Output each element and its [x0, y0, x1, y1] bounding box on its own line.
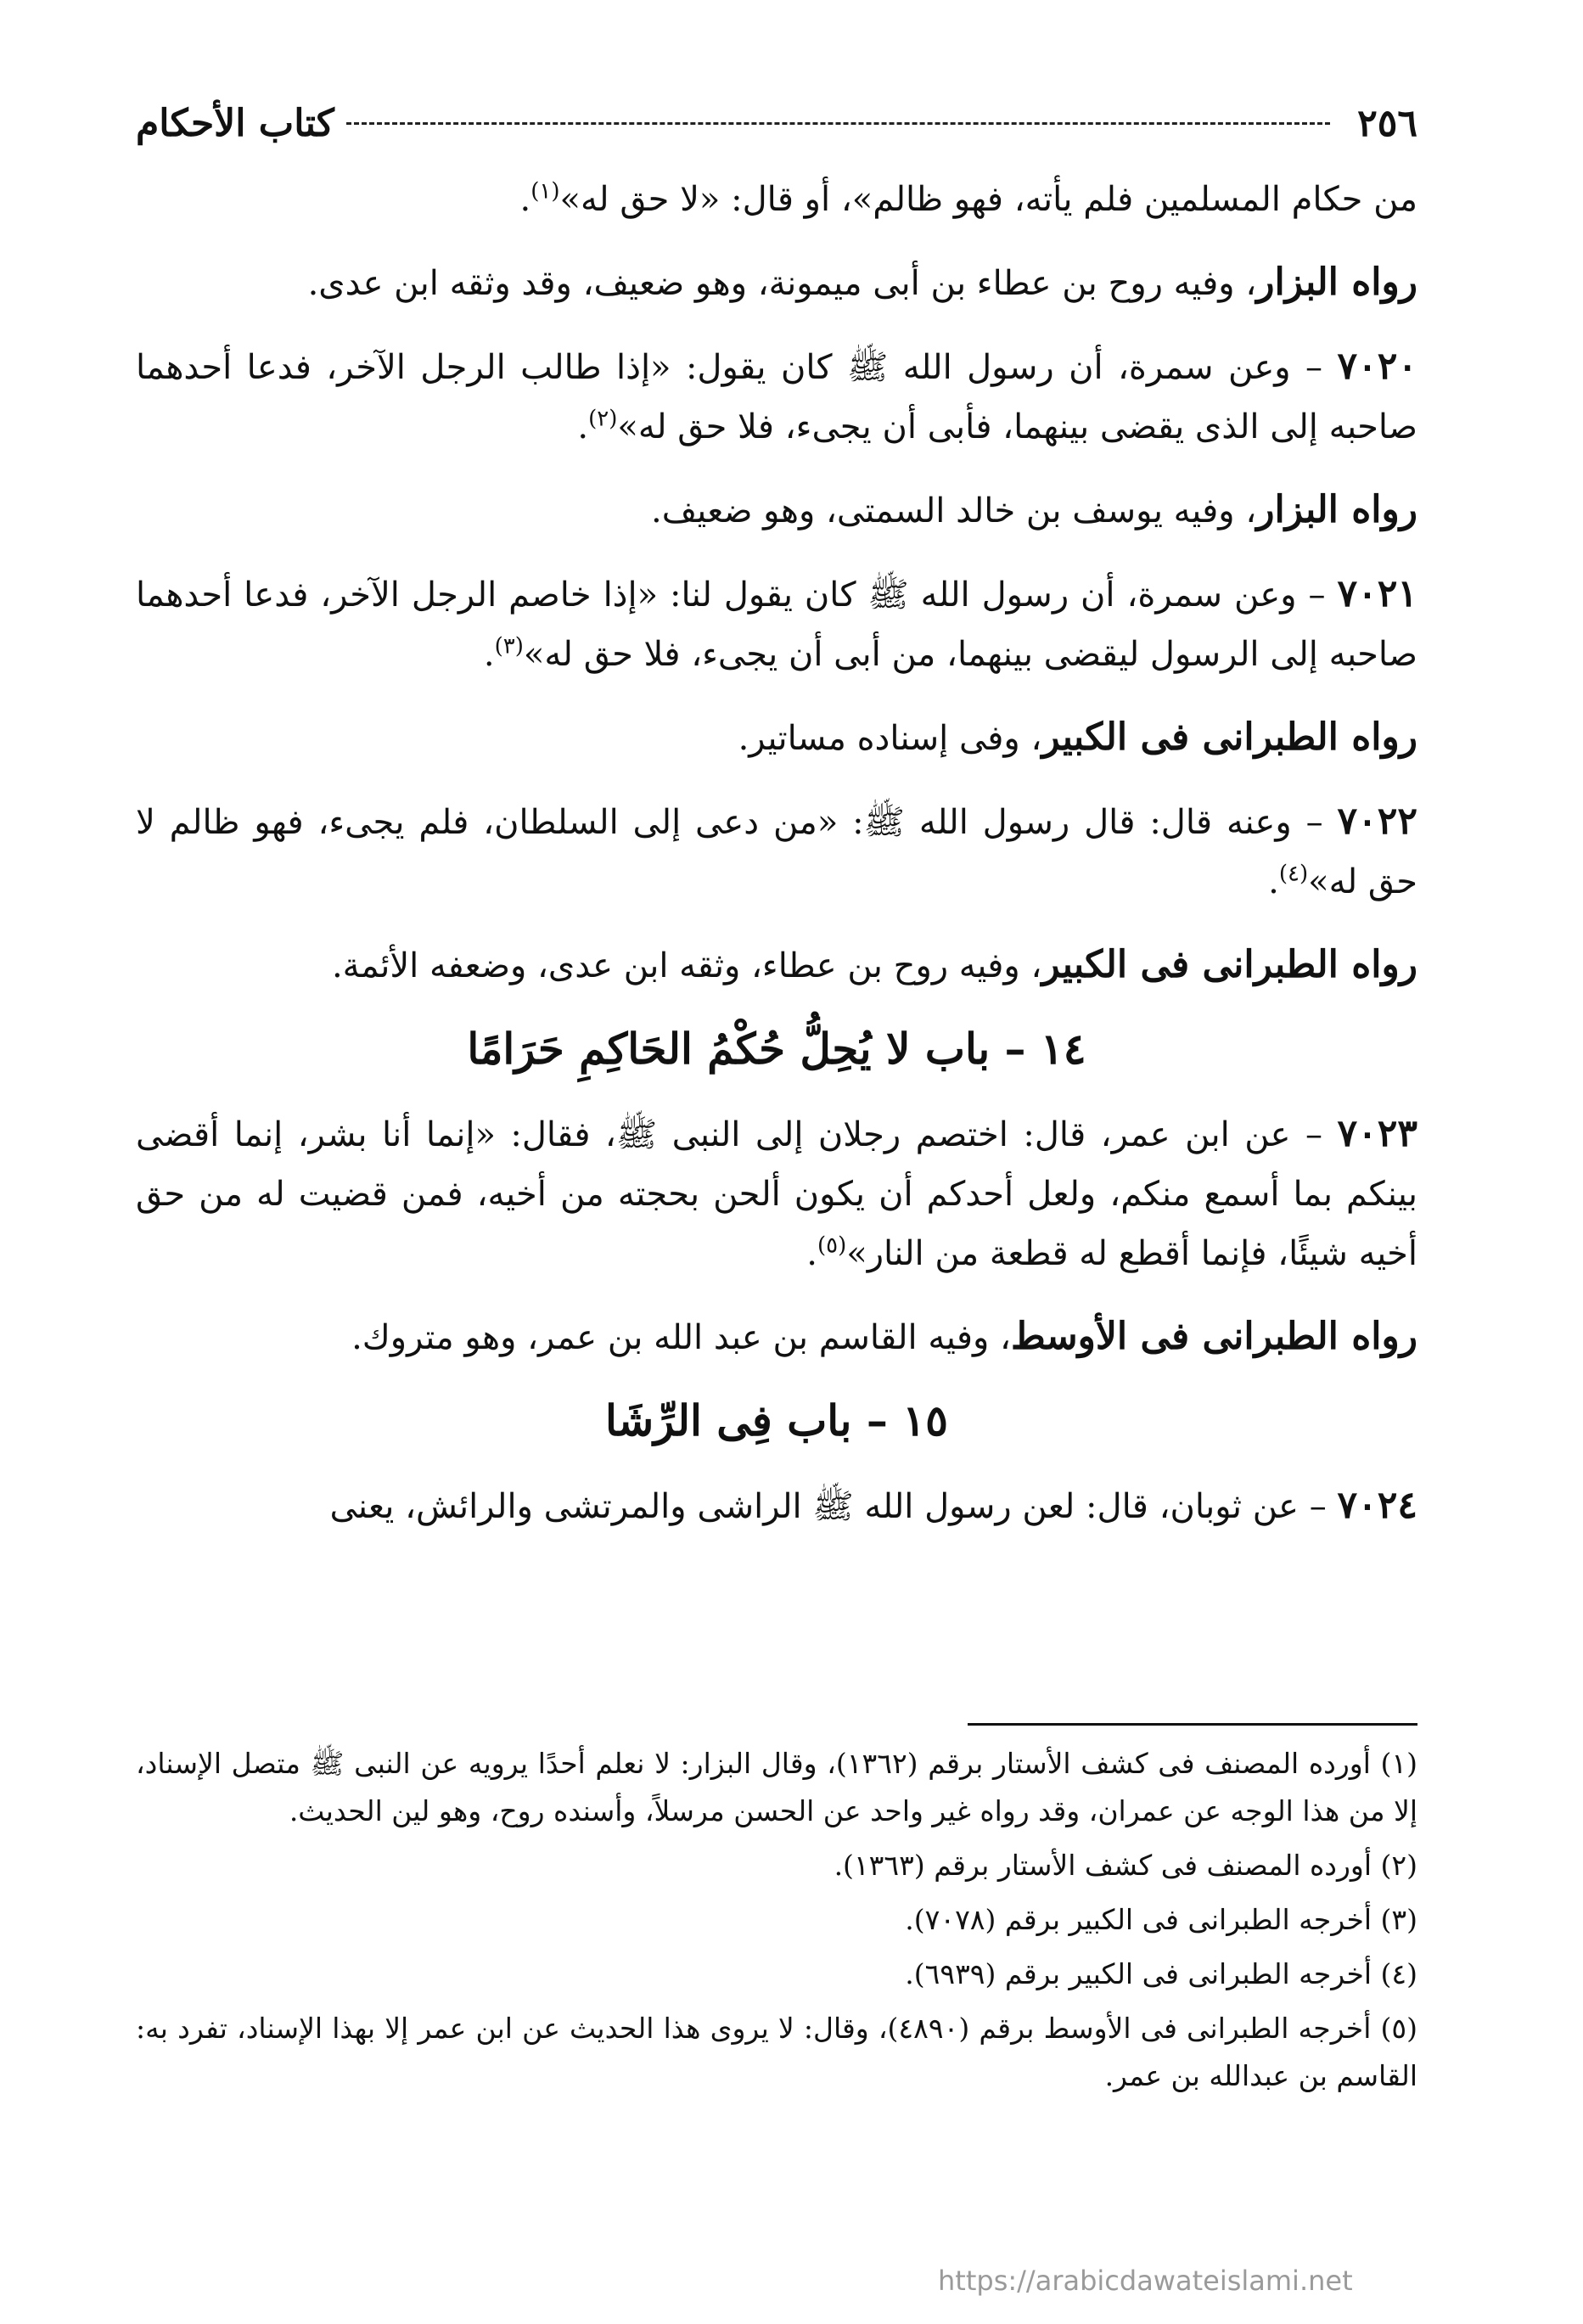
hadith-text: – وعن سمرة، أن رسول الله ﷺ كان يقول لنا: «إذا خاصم الرجل الآخر، فدعا أحدهما صاحبه إلى الرسول ليقضى بينهما، من أبى أن يجىء، فلا حق له»: [136, 575, 1417, 674]
hadith-number: ٧٠٢١: [1337, 572, 1417, 615]
header-dashed-rule: [346, 122, 1330, 125]
source-text: ، وفى إسناده مساتير.: [738, 719, 1042, 758]
source-text: ، وفيه القاسم بن عبد الله بن عمر، وهو متروك.: [351, 1318, 1011, 1357]
source-text: ، وفيه يوسف بن خالد السمتى، وهو ضعيف.: [651, 491, 1257, 530]
book-title: كتاب الأحكام: [136, 101, 334, 145]
hadith-text: من حكام المسلمين فلم يأته، فهو ظالم»، أو قال: «لا حق له»: [559, 180, 1417, 219]
footnote: (١) أورده المصنف فى كشف الأستار برقم (١٣٦٢)، وقال البزار: لا نعلم أحدًا يرويه عن النبى ﷺ متصل الإسناد، إلا من هذا الوجه عن عمران، وقد رواه غير واحد عن الحسن مرسلاً، وأسنده روح، وهو لين الحديث.: [136, 1747, 1418, 1827]
footnote-ref: (٥): [817, 1232, 847, 1259]
watermark-url: https://arabicdawateislami.net: [938, 2265, 1353, 2297]
source-note: [136, 935, 1417, 996]
source-note: [136, 480, 1417, 541]
source-note: [136, 708, 1417, 768]
hadith-number: ٧٠٢٣: [1337, 1112, 1417, 1155]
footnote: (٢) أورده المصنف فى كشف الأستار برقم (١٣٦٣).: [834, 1849, 1417, 1882]
source-text: ، وفيه روح بن عطاء، وثقه ابن عدى، وضعفه الأئمة.: [331, 946, 1042, 985]
punct: .: [1268, 862, 1279, 901]
punct: .: [483, 635, 495, 674]
footnotes: [136, 1740, 1417, 2107]
hadith-text: – وعن سمرة، أن رسول الله ﷺ كان يقول: «إذا طالب الرجل الآخر، فدعا أحدهما صاحبه إلى الذى يقضى بينهما، فأبى أن يجىء، فلا حق له»: [136, 348, 1417, 446]
source-label: رواه البزار: [1256, 261, 1417, 304]
source-text: ، وفيه روح بن عطاء بن أبى ميمونة، وهو ضعيف، وقد وثقه ابن عدى.: [307, 264, 1257, 303]
hadith-text: – عن ابن عمر، قال: اختصم رجلان إلى النبى ﷺ، فقال: «إنما أنا بشر، إنما أقضى بينكم بما أسمع منكم، ولعل أحدكم أن يكون ألحن بحجته من أخيه، فمن قضيت له من حق أخيه شيئًا، فإنما أقطع له قطعة من النار»: [136, 1115, 1417, 1273]
page-header: [136, 93, 1417, 153]
footnote-ref: (٤): [1278, 861, 1309, 887]
footnote-ref: (٣): [494, 633, 524, 660]
hadith-7021: [136, 564, 1417, 684]
footnote: (٤) أخرجه الطبرانى فى الكبير برقم (٦٩٣٩).: [905, 1957, 1417, 1990]
source-label: رواه البزار: [1256, 488, 1417, 531]
hadith-text: – عن ثوبان، قال: لعن رسول الله ﷺ الراشى والمرتشى والرائش، يعنى: [329, 1487, 1338, 1526]
source-note: [136, 1307, 1417, 1367]
hadith-7023: [136, 1104, 1417, 1283]
hadith-7022: [136, 792, 1417, 912]
chapter-heading-15: ١٥ – باب فِى الرِّشَا: [605, 1395, 948, 1445]
paragraph: [136, 170, 1417, 229]
hadith-number: ٧٠٢٠: [1337, 345, 1417, 388]
punct: .: [519, 180, 531, 219]
hadith-number: ٧٠٢٢: [1337, 800, 1417, 843]
source-label: رواه الطبرانى فى الكبير: [1041, 943, 1417, 986]
footnote: (٣) أخرجه الطبرانى فى الكبير برقم (٧٠٧٨).: [905, 1903, 1417, 1936]
main-text: [136, 170, 1417, 1560]
footnote-ref: (٢): [588, 406, 618, 432]
source-label: رواه الطبرانى فى الأوسط: [1010, 1315, 1417, 1358]
source-label: رواه الطبرانى فى الكبير: [1041, 716, 1417, 759]
hadith-number: ٧٠٢٤: [1337, 1484, 1417, 1527]
hadith-7024: [136, 1476, 1417, 1536]
punct: .: [806, 1234, 817, 1273]
punct: .: [577, 407, 589, 446]
footnote-separator: [968, 1723, 1417, 1726]
source-note: [136, 253, 1417, 313]
footnote: (٥) أخرجه الطبرانى فى الأوسط برقم (٤٨٩٠)، وقال: لا يروى هذا الحديث عن ابن عمر إلا بهذا الإسناد، تفرد به: القاسم بن عبدالله بن عمر.: [136, 2012, 1417, 2092]
hadith-text: – وعنه قال: قال رسول الله ﷺ: «من دعى إلى السلطان، فلم يجىء، فهو ظالم لا حق له»: [136, 803, 1417, 901]
footnote-ref: (١): [530, 178, 560, 205]
page-number: ٢٥٦: [1357, 101, 1417, 145]
hadith-7020: [136, 337, 1417, 457]
chapter-heading-14: ١٤ – باب لا يُحِلُّ حُكْمُ الحَاكِمِ حَرَامًا: [467, 1024, 1086, 1074]
